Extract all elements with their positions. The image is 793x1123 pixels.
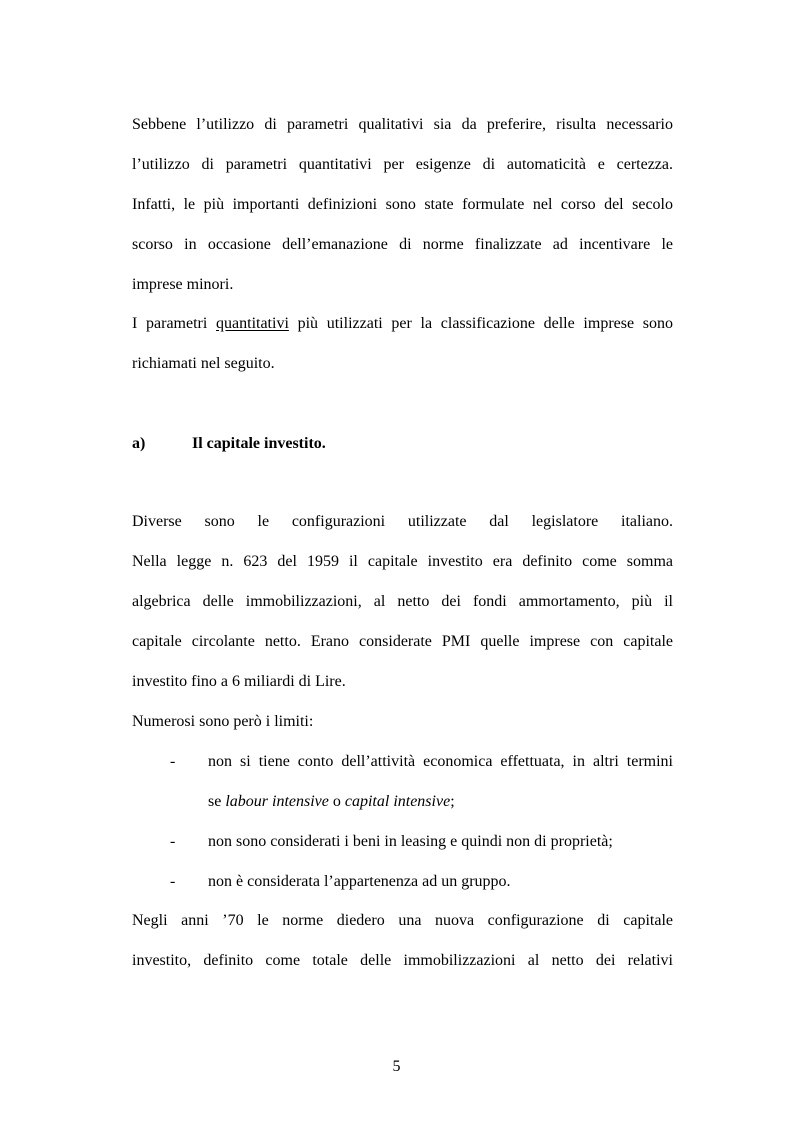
limits-intro — [132, 702, 673, 742]
paragraph-anni-70 — [132, 901, 673, 981]
text-segment: I parametri — [132, 315, 217, 332]
paragraph-line: Sebbene l’utilizzo di parametri qualitativi sia da preferire, risulta necessario — [132, 116, 673, 133]
section-letter: a) — [132, 435, 146, 452]
underlined-term: quantitativi — [216, 315, 289, 332]
list-dash: - — [170, 753, 176, 770]
text-segment: o — [328, 793, 345, 810]
section-title: Il capitale investito. — [192, 435, 326, 452]
list-item-text — [208, 822, 673, 862]
text-segment: se — [208, 793, 226, 810]
paragraph-line: Infatti, le più importanti definizioni sono state formulate nel corso del secolo — [132, 196, 673, 213]
text-segment: più utilizzati per la classificazione delle imprese sono — [288, 315, 673, 332]
list-item-line: non è considerata l’appartenenza ad un gruppo. — [208, 873, 511, 890]
list-item-line — [208, 782, 673, 822]
text-segment: ; — [450, 793, 455, 810]
paragraph-line: Nella legge n. 623 del 1959 il capitale investito era definito come somma — [132, 553, 673, 570]
paragraph-line: Numerosi sono però i limiti: — [132, 713, 314, 730]
paragraph-parametri — [132, 304, 673, 384]
list-item-line: non sono considerati i beni in leasing e quindi non di proprietà; — [208, 833, 613, 850]
list-item-text — [208, 742, 673, 822]
paragraph-line: algebrica delle immobilizzazioni, al netto dei fondi ammortamento, più il — [132, 593, 673, 610]
paragraph-intro — [132, 105, 673, 305]
list-dash: - — [170, 833, 176, 850]
page-number: 5 — [392, 1058, 401, 1075]
list-item — [132, 822, 673, 862]
italic-term: capital intensive — [344, 793, 451, 810]
paragraph-line: imprese minori. — [132, 276, 234, 293]
list-item-line: non si tiene conto dell’attività economica effettuata, in altri termini — [208, 753, 673, 770]
paragraph-line: investito, definito come totale delle immobilizzazioni al netto dei relativi — [132, 952, 673, 969]
list-item — [132, 742, 673, 822]
paragraph-line — [132, 304, 673, 344]
section-heading — [132, 424, 326, 464]
list-item-text — [208, 862, 673, 902]
paragraph-line: investito fino a 6 miliardi di Lire. — [132, 673, 346, 690]
paragraph-line: scorso in occasione dell’emanazione di norme finalizzate ad incentivare le — [132, 236, 673, 253]
paragraph-line: capitale circolante netto. Erano considerate PMI quelle imprese con capitale — [132, 633, 673, 650]
paragraph-line: richiamati nel seguito. — [132, 355, 275, 372]
paragraph-line: l’utilizzo di parametri quantitativi per esigenze di automaticità e certezza. — [132, 156, 673, 173]
italic-term: labour intensive — [225, 793, 329, 810]
list-dash: - — [170, 873, 176, 890]
paragraph-line: Diverse sono le configurazioni utilizzate dal legislatore italiano. — [132, 513, 673, 530]
list-item — [132, 862, 673, 902]
paragraph-line: Negli anni ’70 le norme diedero una nuova configurazione di capitale — [132, 912, 673, 929]
paragraph-configurazioni — [132, 502, 673, 702]
